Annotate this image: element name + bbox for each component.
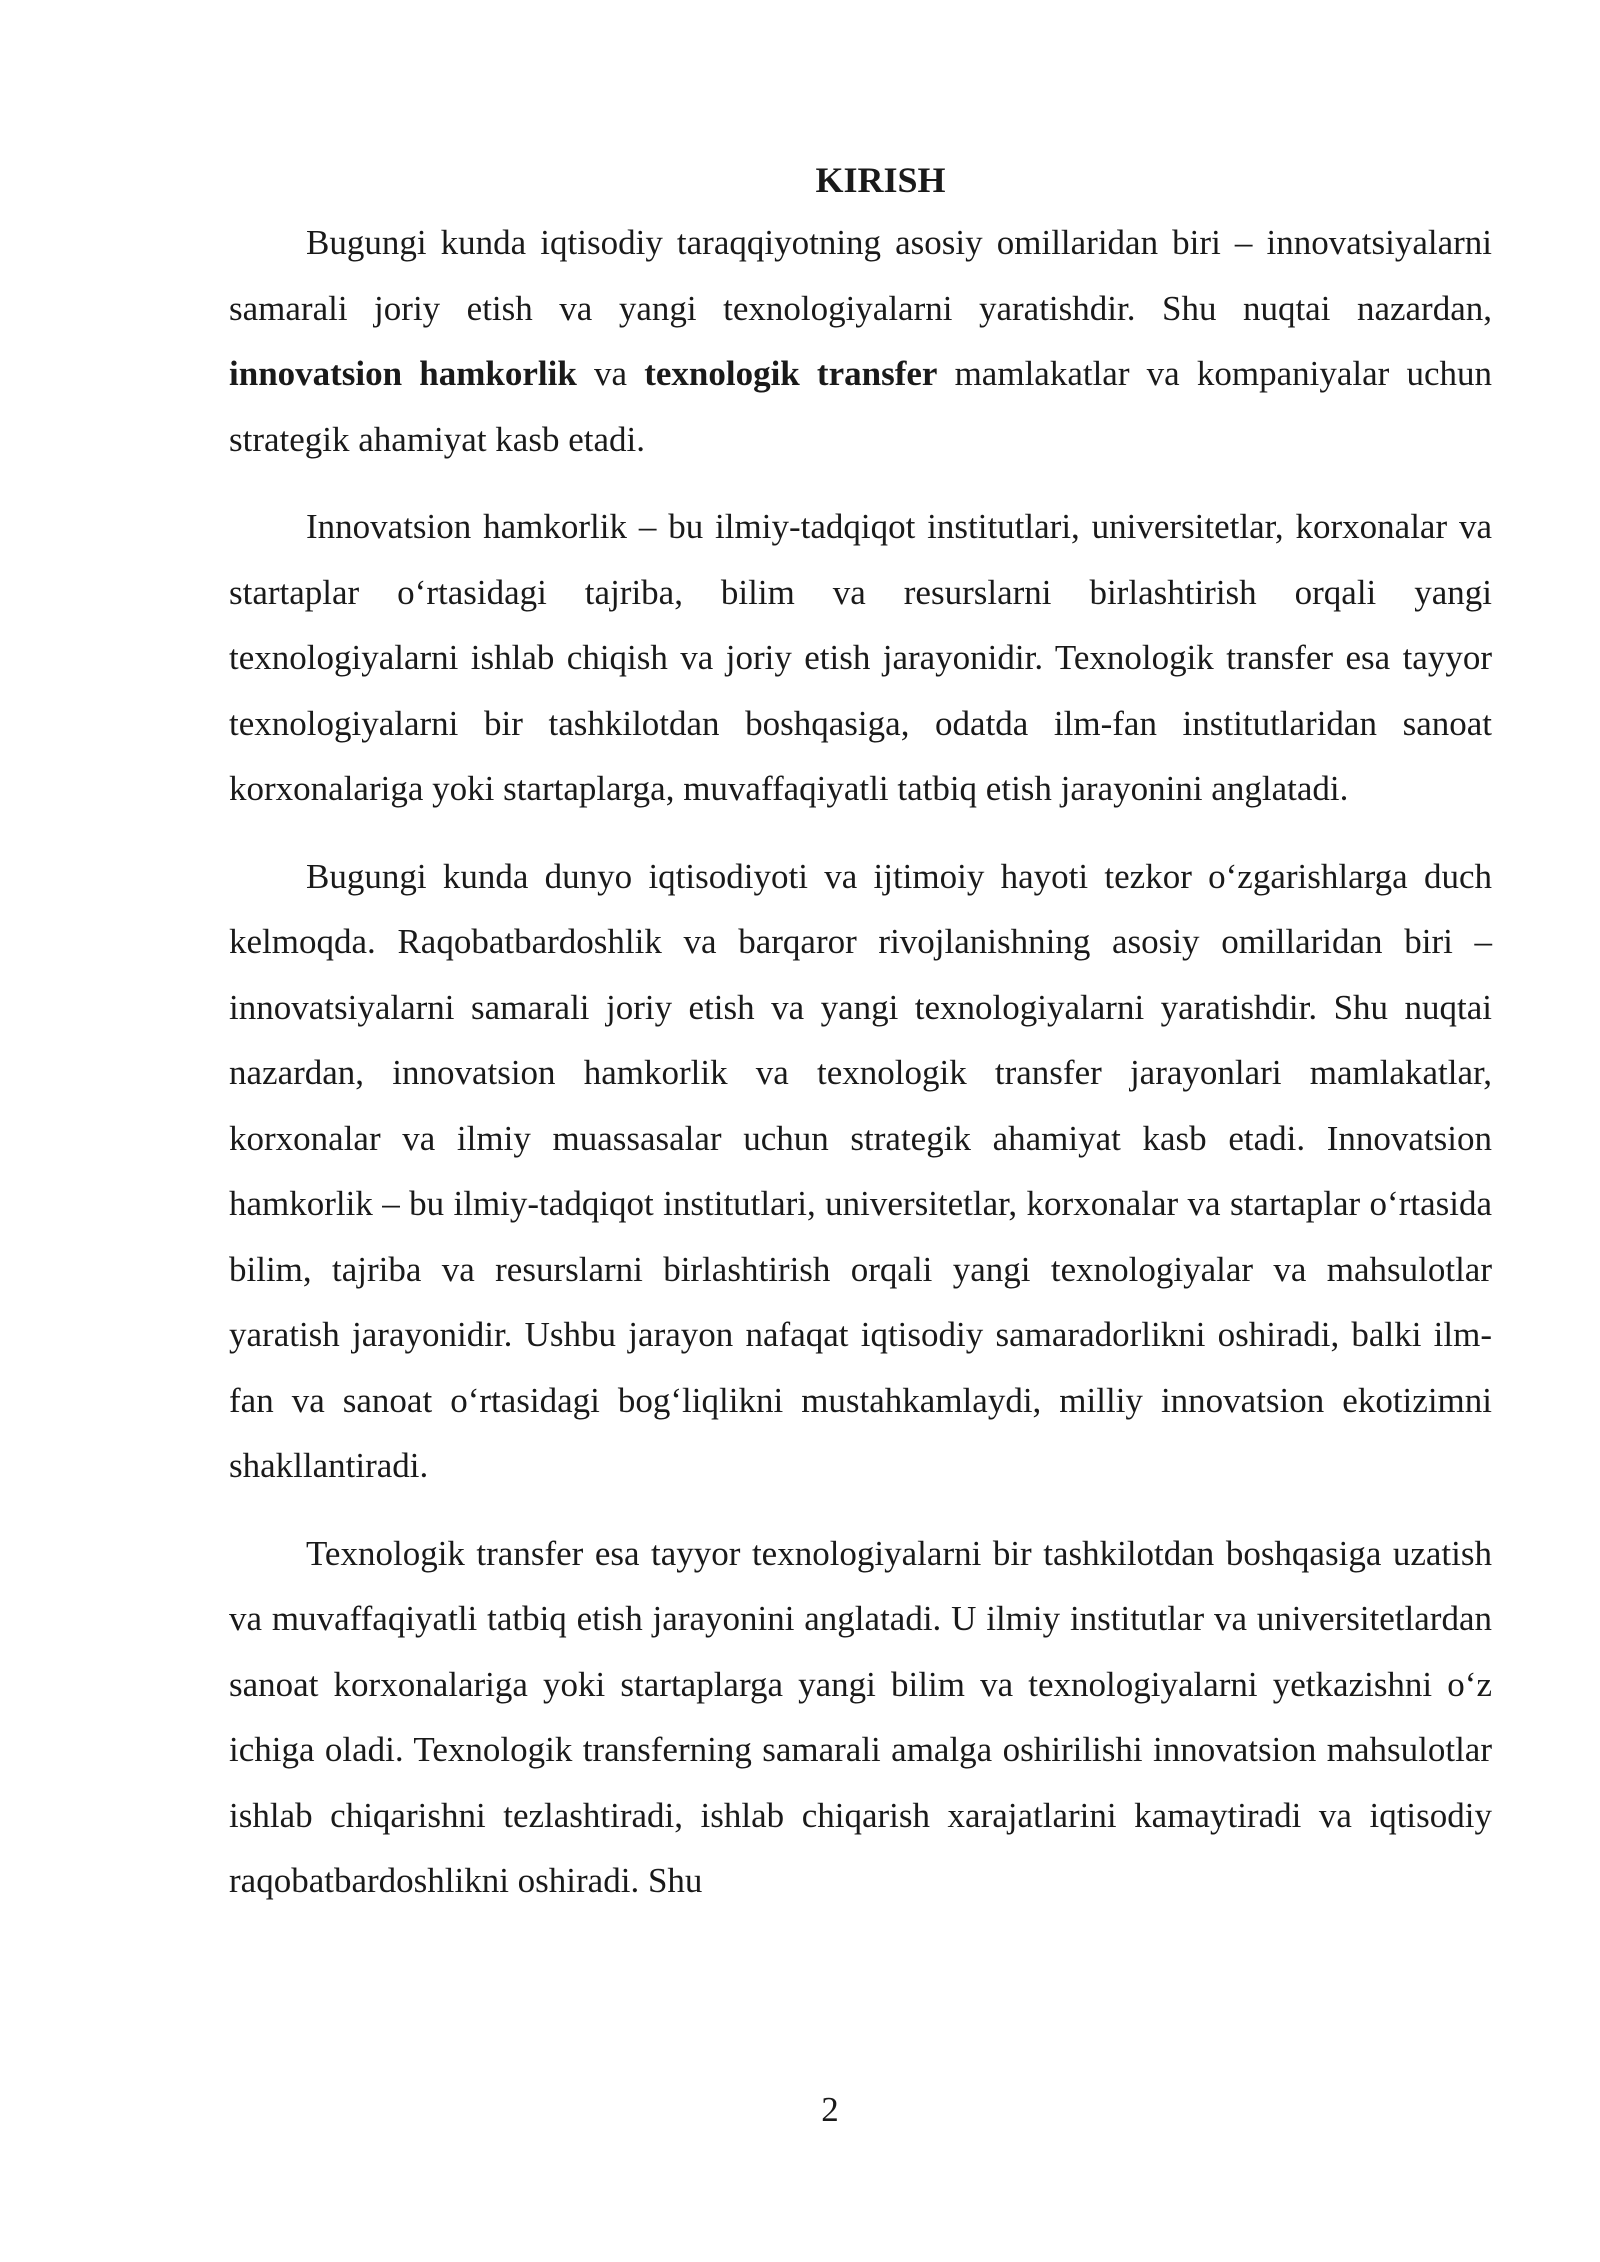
paragraph-definitions: Innovatsion hamkorlik – bu ilmiy-tadqiqot institutlari, universitetlar, korxonalar va startaplar o‘rtasidagi tajriba, bilim va resurslarni birlashtirish orqali yangi texnologiyalarni ishlab chiqish va joriy etish jarayonidir. Texnologik transfer esa tayyor texnologiyalarni bir tashkilotdan boshqasiga, odatda ilm-fan institutlaridan sanoat korxonalariga yoki startaplarga, muvaffaqiyatli tatbiq etish jarayonini anglatadi. — [229, 507, 1492, 808]
paragraph-global-context: Bugungi kunda dunyo iqtisodiyoti va ijtimoiy hayoti tezkor o‘zgarishlarga duch kelmoqda. Raqobatbardoshlik va barqaror rivojlanishning asosiy omillaridan biri – innovatsiyalarni samarali joriy etish va yangi texnologiyalarni yaratishdir. Shu nuqtai nazardan, innovatsion hamkorlik va texnologik transfer jarayonlari mamlakatlar, korxonalar va ilmiy muassasalar uchun strategik ahamiyat kasb etadi. Innovatsion hamkorlik – bu ilmiy-tadqiqot institutlari, universitetlar, korxonalar va startaplar o‘rtasida bilim, tajriba va resurslarni birlashtirish orqali yangi texnologiyalar va mahsulotlar yaratish jarayonidir. Ushbu jarayon nafaqat iqtisodiy samaradorlikni oshiradi, balki ilm-fan va sanoat o‘rtasidagi bog‘liqlikni mustahkamlaydi, milliy innovatsion ekotizimni shakllantiradi. — [229, 856, 1492, 1485]
bold-term-texnologik-transfer: texnologik transfer — [644, 354, 938, 393]
document-body — [229, 150, 1492, 1936]
page-number: 2 — [821, 2090, 839, 2129]
bold-term-innovatsion-hamkorlik: innovatsion hamkorlik — [229, 354, 577, 393]
paragraph-intro-text-3: mamlakatlar va kompaniyalar uchun strategik ahamiyat kasb etadi. — [229, 354, 1492, 459]
paragraph-technology-transfer: Texnologik transfer esa tayyor texnologiyalarni bir tashkilotdan boshqasiga uzatish va muvaffaqiyatli tatbiq etish jarayonini anglatadi. U ilmiy institutlar va universitetlardan sanoat korxonalariga yoki startaplarga yangi bilim va texnologiyalarni yetkazishni o‘z ichiga oladi. Texnologik transferning samarali amalga oshirilishi innovatsion mahsulotlar ishlab chiqarishni tezlashtiradi, ishlab chiqarish xarajatlarini kamaytiradi va iqtisodiy raqobatbardoshlikni oshiradi. Shu — [229, 1533, 1492, 1900]
paragraph-intro — [229, 210, 1492, 472]
section-title: KIRISH — [815, 160, 946, 200]
paragraph-intro-text-1: Bugungi kunda iqtisodiy taraqqiyotning asosiy omillaridan biri – innovatsiyalarni samarali joriy etish va yangi texnologiyalarni yaratishdir. Shu nuqtai nazardan, — [229, 223, 1492, 328]
paragraph-intro-text-2: va — [576, 354, 645, 393]
